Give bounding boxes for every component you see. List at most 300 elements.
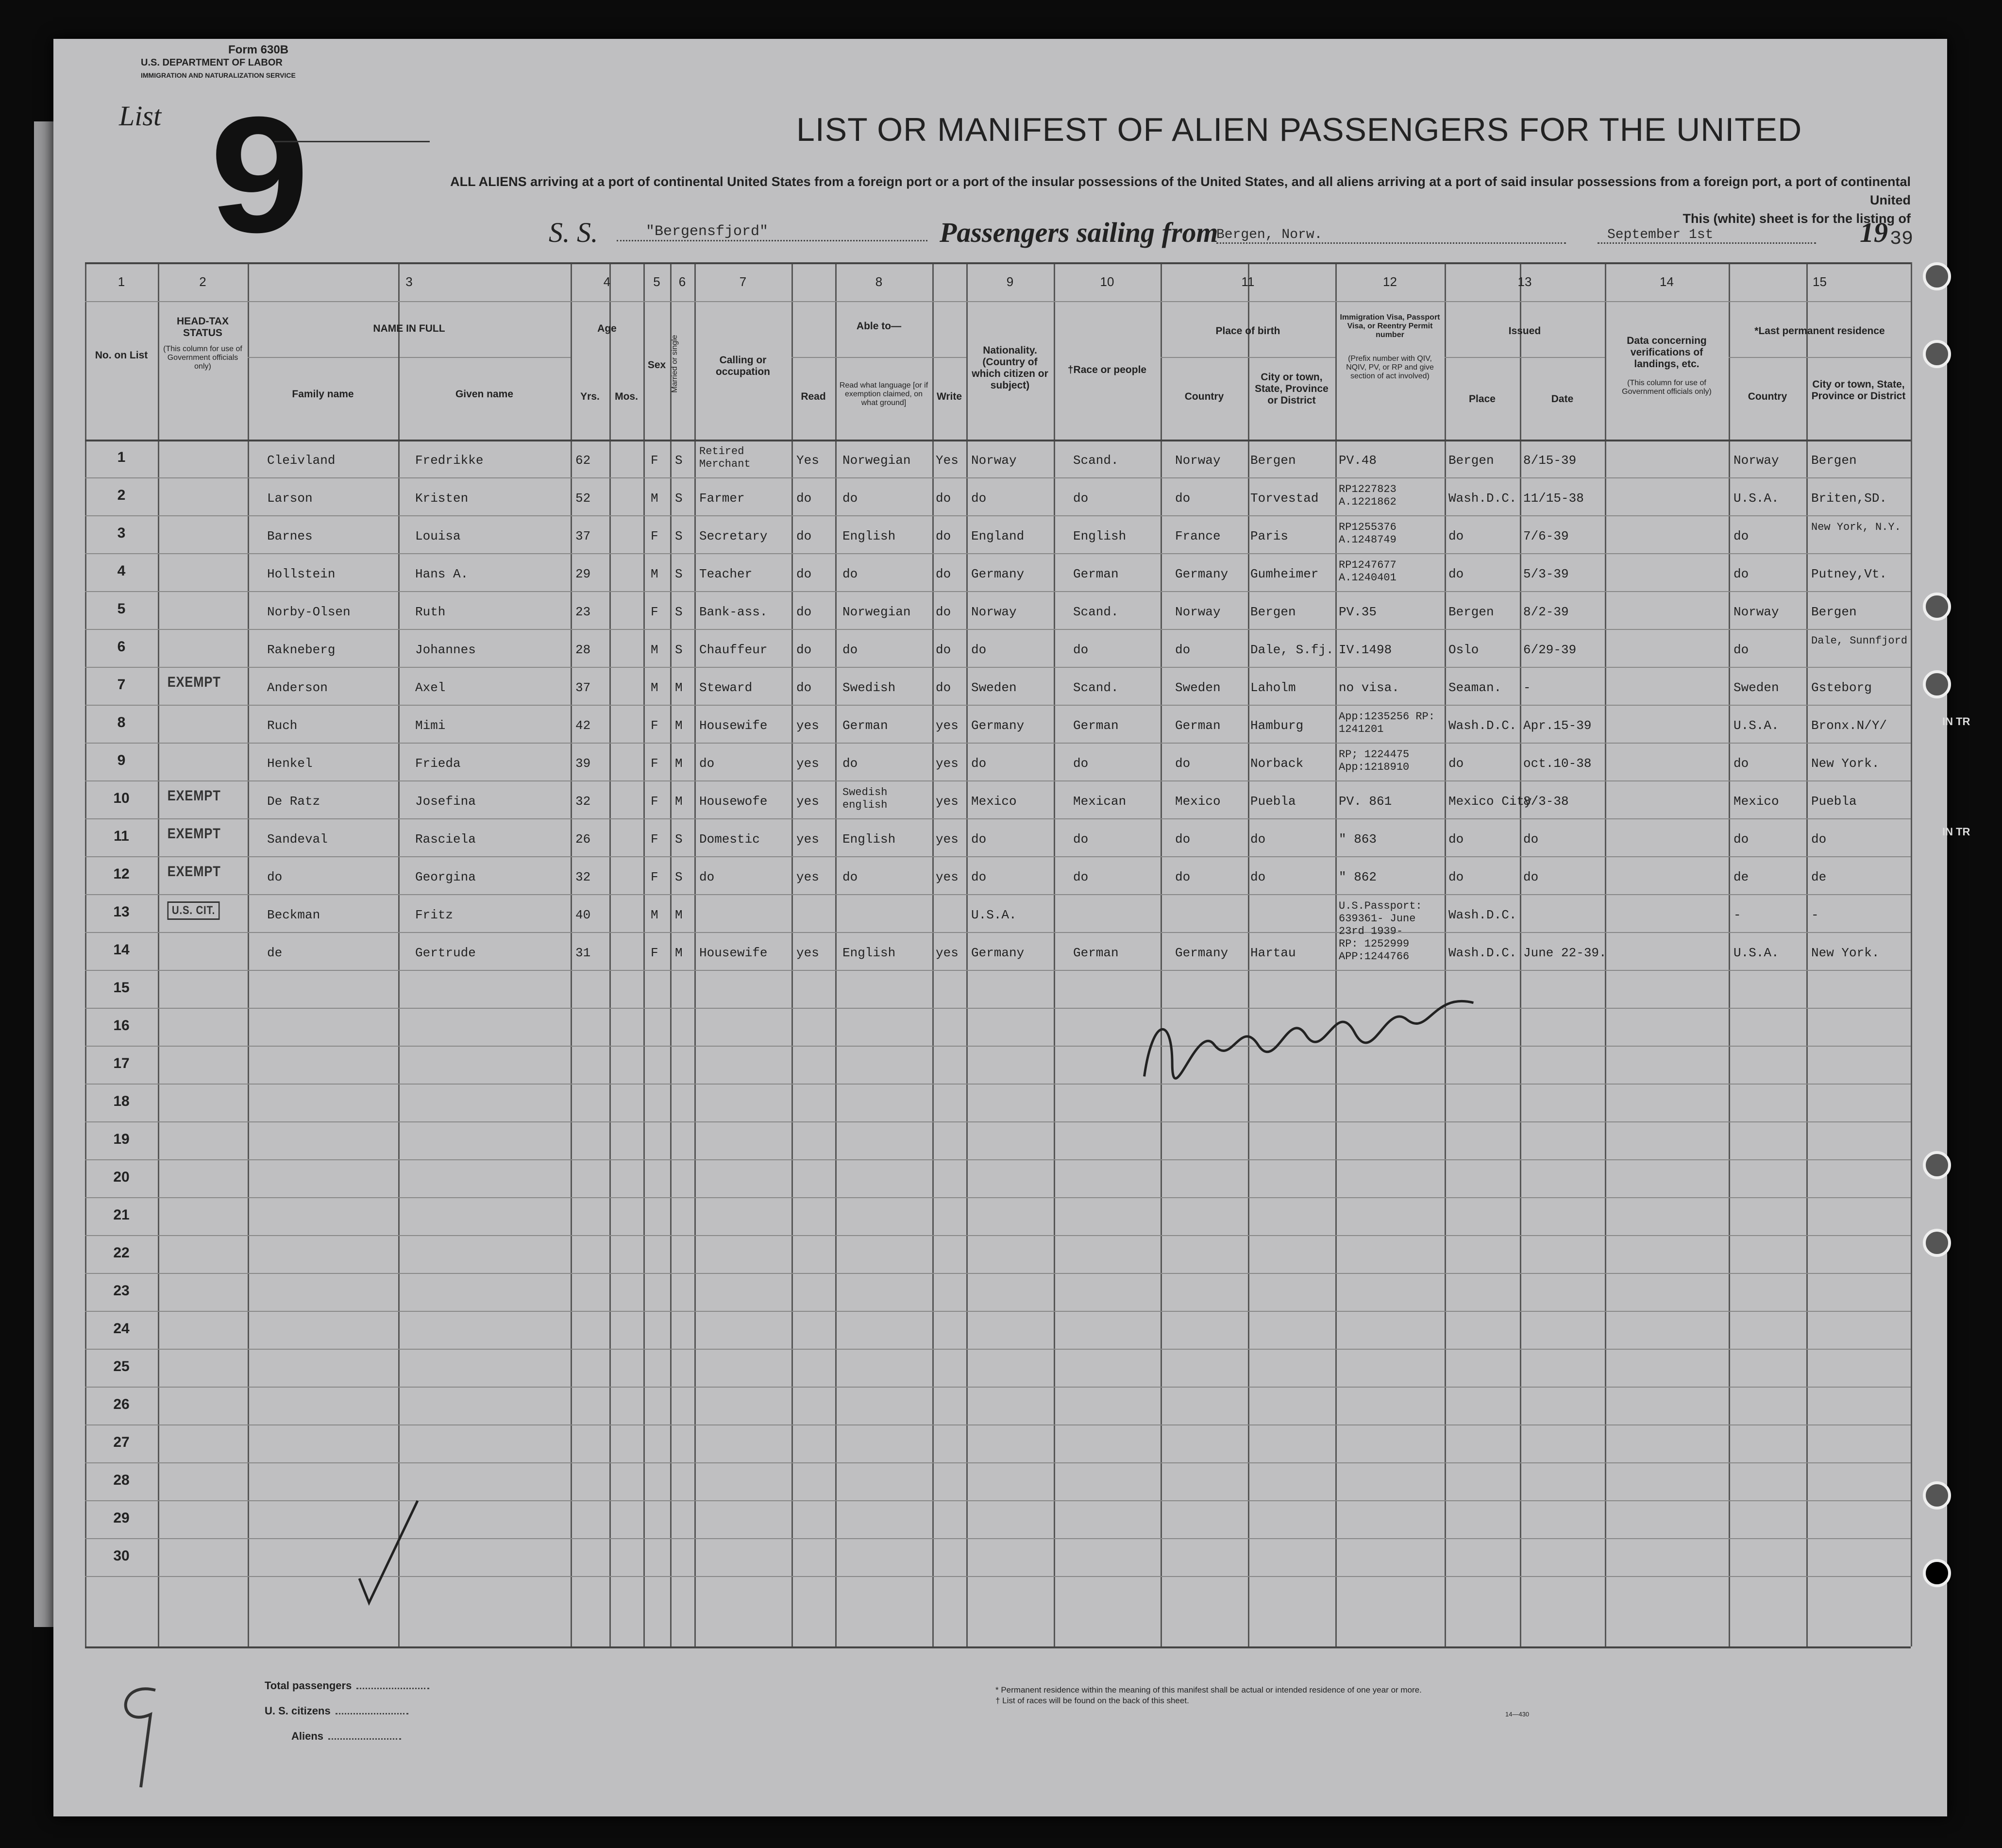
sailing-date: September 1st bbox=[1598, 227, 1816, 244]
race-cell: German bbox=[1073, 567, 1119, 581]
row-number: 11 bbox=[114, 828, 129, 844]
list-underline bbox=[274, 141, 430, 142]
residence-country-cell: Mexico bbox=[1733, 794, 1779, 809]
manifest-table bbox=[85, 262, 1911, 1646]
write-cell: yes bbox=[936, 718, 959, 733]
head-tax-stamp: EXEMPT bbox=[167, 864, 221, 880]
header-read: Read bbox=[801, 391, 826, 402]
visa-cell: App:1235256 RP: 1241201 bbox=[1339, 711, 1435, 735]
married-cell: M bbox=[675, 756, 683, 771]
birth-city-cell: Hamburg bbox=[1250, 718, 1304, 733]
col-divider bbox=[571, 262, 572, 1646]
age-cell: 28 bbox=[575, 643, 591, 657]
row-number: 17 bbox=[113, 1055, 130, 1071]
col-divider bbox=[1335, 262, 1337, 1646]
list-number: 9 bbox=[210, 83, 309, 267]
occupation-cell: Housewife bbox=[699, 718, 768, 733]
birth-country-cell: do bbox=[1175, 491, 1191, 506]
nationality-cell: Germany bbox=[971, 946, 1025, 960]
write-cell: Yes bbox=[936, 453, 959, 468]
sex-cell: M bbox=[651, 643, 658, 657]
sub-divider bbox=[1729, 357, 1911, 358]
header-last-residence: *Last permanent residence bbox=[1754, 325, 1885, 337]
col-divider bbox=[1911, 262, 1912, 1646]
family-name-cell: Cleivland bbox=[267, 453, 336, 468]
header-head-tax: HEAD-TAX STATUS bbox=[177, 316, 229, 339]
age-cell: 62 bbox=[575, 453, 591, 468]
footer-form-code: 14—430 bbox=[1505, 1711, 1530, 1718]
row-number: 29 bbox=[113, 1510, 130, 1526]
family-name-cell: Henkel bbox=[267, 756, 313, 771]
row-number: 8 bbox=[117, 714, 126, 730]
married-cell: S bbox=[675, 605, 683, 619]
given-name-cell: Johannes bbox=[415, 643, 476, 657]
row-divider bbox=[85, 894, 1911, 895]
residence-city-cell: - bbox=[1811, 908, 1819, 922]
sex-cell: F bbox=[651, 756, 658, 771]
col-number: 12 bbox=[1383, 274, 1397, 289]
header-read-language: Read what language [or if exemption claimed, on what ground] bbox=[839, 381, 928, 407]
ss-label: S. S. bbox=[549, 217, 598, 248]
issued-place-cell: do bbox=[1448, 832, 1464, 847]
given-name-cell: Mimi bbox=[415, 718, 446, 733]
header-nationality: Nationality. (Country of which citizen or subject) bbox=[972, 345, 1048, 391]
race-cell: Mexican bbox=[1073, 794, 1127, 809]
issued-place-cell: do bbox=[1448, 756, 1464, 771]
write-cell: yes bbox=[936, 794, 959, 809]
age-cell: 31 bbox=[575, 946, 591, 960]
year-suffix: 39 bbox=[1890, 228, 1914, 250]
occupation-cell: Teacher bbox=[699, 567, 753, 581]
sex-cell: F bbox=[651, 605, 658, 619]
header-given-name: Given name bbox=[455, 389, 514, 400]
language-cell: Norwegian bbox=[842, 605, 911, 619]
head-tax-stamp: EXEMPT bbox=[167, 788, 221, 804]
family-name-cell: Larson bbox=[267, 491, 313, 506]
family-name-cell: Anderson bbox=[267, 680, 328, 695]
col-number: 13 bbox=[1517, 274, 1532, 289]
residence-country-cell: Sweden bbox=[1733, 680, 1779, 695]
header-mos: Mos. bbox=[615, 391, 638, 402]
intro-line-2: This (white) sheet is for the listing of bbox=[1682, 211, 1911, 226]
footer-us-citizens bbox=[265, 1705, 408, 1717]
birth-country-cell: Sweden bbox=[1175, 680, 1221, 695]
family-name-cell: do bbox=[267, 870, 283, 884]
issued-date-cell: 8/3-38 bbox=[1523, 794, 1569, 809]
given-name-cell: Frieda bbox=[415, 756, 461, 771]
header-place-of-birth: Place of birth bbox=[1215, 325, 1280, 337]
col-divider bbox=[670, 262, 672, 1646]
birth-city-cell: do bbox=[1250, 832, 1266, 847]
head-tax-stamp: EXEMPT bbox=[167, 674, 221, 690]
write-cell: yes bbox=[936, 832, 959, 847]
married-cell: M bbox=[675, 680, 683, 695]
language-cell: do bbox=[842, 756, 858, 771]
nationality-cell: Norway bbox=[971, 605, 1017, 619]
married-cell: S bbox=[675, 529, 683, 543]
issued-place-cell: Bergen bbox=[1448, 453, 1494, 468]
col-number: 3 bbox=[405, 274, 413, 289]
visa-cell: " 862 bbox=[1339, 870, 1377, 884]
row-divider bbox=[85, 1008, 1911, 1009]
sub-divider bbox=[1161, 357, 1335, 358]
family-name-cell: de bbox=[267, 946, 283, 960]
sex-cell: F bbox=[651, 718, 658, 733]
col-divider bbox=[1806, 262, 1808, 1646]
row-number: 20 bbox=[113, 1169, 130, 1185]
col-divider bbox=[694, 262, 696, 1646]
visa-cell: RP: 1252999 APP:1244766 bbox=[1339, 938, 1410, 963]
family-name-cell: Hollstein bbox=[267, 567, 336, 581]
residence-country-cell: do bbox=[1733, 832, 1749, 847]
table-top-border bbox=[85, 262, 1911, 264]
col-number: 14 bbox=[1660, 274, 1674, 289]
nationality-cell: do bbox=[971, 832, 987, 847]
language-cell: English bbox=[842, 946, 896, 960]
issued-place-cell: Oslo bbox=[1448, 643, 1479, 657]
issued-place-cell: Wash.D.C. bbox=[1448, 946, 1517, 960]
header-visa: Immigration Visa, Passport Visa, or Reentry Permit number bbox=[1340, 313, 1440, 339]
write-cell: do bbox=[936, 529, 951, 543]
residence-city-cell: Bergen bbox=[1811, 453, 1857, 468]
footnote-residence: * Permanent residence within the meaning of this manifest shall be actual or intended residence of one year or more. bbox=[995, 1685, 1422, 1695]
given-name-cell: Josefina bbox=[415, 794, 476, 809]
age-cell: 40 bbox=[575, 908, 591, 922]
residence-country-cell: Norway bbox=[1733, 453, 1779, 468]
punch-hole bbox=[1923, 1481, 1951, 1509]
row-number: 16 bbox=[113, 1017, 130, 1034]
language-cell: do bbox=[842, 870, 858, 884]
row-number: 13 bbox=[113, 904, 130, 920]
issued-place-cell: Wash.D.C. bbox=[1448, 491, 1517, 506]
issued-date-cell: 7/6-39 bbox=[1523, 529, 1569, 543]
col-divider bbox=[1161, 262, 1162, 1646]
row-number: 3 bbox=[117, 525, 126, 541]
row-number: 28 bbox=[113, 1472, 130, 1488]
row-divider bbox=[85, 1462, 1911, 1463]
write-cell: do bbox=[936, 643, 951, 657]
visa-cell: no visa. bbox=[1339, 680, 1399, 695]
header-issued-place: Place bbox=[1469, 393, 1496, 405]
row-divider bbox=[85, 856, 1911, 857]
col-number: 15 bbox=[1813, 274, 1827, 289]
age-cell: 23 bbox=[575, 605, 591, 619]
nationality-cell: Sweden bbox=[971, 680, 1017, 695]
header-issued-date: Date bbox=[1551, 393, 1574, 405]
birth-city-cell: Torvestad bbox=[1250, 491, 1319, 506]
race-cell: do bbox=[1073, 870, 1089, 884]
birth-country-cell: do bbox=[1175, 832, 1191, 847]
row-number: 9 bbox=[117, 752, 126, 768]
residence-country-cell: do bbox=[1733, 756, 1749, 771]
row-number: 30 bbox=[113, 1548, 130, 1564]
form-number: Form 630B bbox=[228, 43, 289, 56]
birth-country-cell: do bbox=[1175, 756, 1191, 771]
issued-place-cell: do bbox=[1448, 567, 1464, 581]
race-cell: German bbox=[1073, 946, 1119, 960]
col-number: 6 bbox=[678, 274, 686, 289]
write-cell: yes bbox=[936, 870, 959, 884]
given-name-cell: Rasciela bbox=[415, 832, 476, 847]
residence-country-cell: do bbox=[1733, 643, 1749, 657]
row-divider bbox=[85, 1046, 1911, 1047]
read-cell: yes bbox=[796, 832, 819, 847]
visa-cell: PV.35 bbox=[1339, 605, 1377, 619]
col-number: 11 bbox=[1241, 274, 1255, 289]
header-birth-city: City or town, State, Province or District bbox=[1255, 372, 1329, 406]
family-name-cell: Barnes bbox=[267, 529, 313, 543]
issued-date-cell: 11/15-38 bbox=[1523, 491, 1584, 506]
visa-cell: IV.1498 bbox=[1339, 643, 1392, 657]
occupation-cell: Chauffeur bbox=[699, 643, 768, 657]
given-name-cell: Georgina bbox=[415, 870, 476, 884]
footer-total-passengers bbox=[265, 1679, 429, 1692]
given-name-cell: Hans A. bbox=[415, 567, 469, 581]
family-name-cell: Ruch bbox=[267, 718, 298, 733]
header-married: Married or single bbox=[671, 335, 679, 393]
birth-city-cell: Dale, S.fj. bbox=[1250, 643, 1334, 657]
age-cell: 39 bbox=[575, 756, 591, 771]
birth-city-cell: Norback bbox=[1250, 756, 1304, 771]
sex-cell: F bbox=[651, 832, 658, 847]
issued-place-cell: Seaman. bbox=[1448, 680, 1502, 695]
row-number: 10 bbox=[113, 790, 130, 806]
birth-city-cell: Gumheimer bbox=[1250, 567, 1319, 581]
birth-country-cell: Germany bbox=[1175, 567, 1228, 581]
sex-cell: F bbox=[651, 870, 658, 884]
sex-cell: M bbox=[651, 491, 658, 506]
read-cell: do bbox=[796, 491, 812, 506]
row-number: 19 bbox=[113, 1131, 130, 1147]
col-divider bbox=[1729, 262, 1730, 1646]
punch-hole bbox=[1923, 593, 1951, 621]
department-name: U.S. DEPARTMENT OF LABOR bbox=[141, 57, 283, 68]
read-cell: yes bbox=[796, 794, 819, 809]
residence-country-cell: do bbox=[1733, 529, 1749, 543]
residence-city-cell: Putney,Vt. bbox=[1811, 567, 1887, 581]
header-visa-note: (Prefix number with QIV, NQIV, PV, or RP and give section of act involved) bbox=[1346, 355, 1434, 380]
sub-divider bbox=[791, 357, 966, 358]
language-cell: English bbox=[842, 529, 896, 543]
residence-city-cell: Dale, Sunnfjord bbox=[1811, 635, 1908, 647]
row-number: 5 bbox=[117, 601, 126, 617]
header-bottom-border bbox=[85, 440, 1911, 441]
age-cell: 52 bbox=[575, 491, 591, 506]
footnote-races: † List of races will be found on the back of this sheet. bbox=[995, 1696, 1189, 1705]
issued-place-cell: Mexico City bbox=[1448, 794, 1532, 809]
sex-cell: F bbox=[651, 946, 658, 960]
visa-cell: RP; 1224475 App:1218910 bbox=[1339, 748, 1410, 773]
write-cell: do bbox=[936, 491, 951, 506]
married-cell: M bbox=[675, 908, 683, 922]
row-divider bbox=[85, 705, 1911, 706]
language-cell: Swedish bbox=[842, 680, 896, 695]
write-cell: do bbox=[936, 567, 951, 581]
occupation-cell: Farmer bbox=[699, 491, 745, 506]
list-label: List bbox=[119, 100, 162, 132]
header-name-in-full: NAME IN FULL bbox=[373, 323, 445, 334]
header-head-tax-note: (This column for use of Government officials only) bbox=[163, 345, 242, 371]
birth-city-cell: Bergen bbox=[1250, 605, 1296, 619]
race-cell: Scand. bbox=[1073, 605, 1119, 619]
language-cell: Swedish english bbox=[842, 786, 888, 811]
row-number: 15 bbox=[113, 980, 130, 996]
sex-cell: M bbox=[651, 680, 658, 695]
header-verifications: Data concerning verifications of landings, etc. bbox=[1627, 335, 1707, 370]
col-number: 1 bbox=[118, 274, 125, 289]
given-name-cell: Kristen bbox=[415, 491, 469, 506]
row-divider bbox=[85, 1349, 1911, 1350]
issued-date-cell: 8/2-39 bbox=[1523, 605, 1569, 619]
row-divider bbox=[85, 818, 1911, 819]
married-cell: S bbox=[675, 567, 683, 581]
header-race: †Race or people bbox=[1067, 364, 1147, 375]
row-number: 18 bbox=[113, 1093, 130, 1109]
read-cell: yes bbox=[796, 870, 819, 884]
write-cell: do bbox=[936, 605, 951, 619]
punch-hole bbox=[1923, 262, 1951, 290]
margin-note-in-tr-1: IN TR bbox=[1942, 715, 1970, 728]
residence-city-cell: Briten,SD. bbox=[1811, 491, 1887, 506]
col-number: 10 bbox=[1100, 274, 1114, 289]
age-cell: 26 bbox=[575, 832, 591, 847]
col-divider bbox=[1445, 262, 1446, 1646]
nationality-cell: Germany bbox=[971, 567, 1025, 581]
family-name-cell: De Ratz bbox=[267, 794, 320, 809]
visa-cell: " 863 bbox=[1339, 832, 1377, 847]
col-divider bbox=[158, 262, 159, 1646]
residence-city-cell: Puebla bbox=[1811, 794, 1857, 809]
read-cell: do bbox=[796, 643, 812, 657]
header-calling: Calling or occupation bbox=[715, 355, 770, 377]
col-number: 8 bbox=[875, 274, 883, 289]
nationality-cell: do bbox=[971, 491, 987, 506]
col-divider bbox=[398, 262, 400, 1646]
row-divider bbox=[85, 1235, 1911, 1236]
row-number: 14 bbox=[113, 942, 130, 958]
issued-date-cell: oct.10-38 bbox=[1523, 756, 1592, 771]
age-cell: 37 bbox=[575, 529, 591, 543]
language-cell: Norwegian bbox=[842, 453, 911, 468]
given-name-cell: Fredrikke bbox=[415, 453, 484, 468]
punch-hole bbox=[1923, 1151, 1951, 1179]
sex-cell: F bbox=[651, 794, 658, 809]
year-prefix: 19 bbox=[1860, 217, 1888, 248]
family-name-cell: Norby-Olsen bbox=[267, 605, 351, 619]
row-divider bbox=[85, 629, 1911, 630]
header-family-name: Family name bbox=[292, 389, 354, 400]
sex-cell: F bbox=[651, 529, 658, 543]
language-cell: English bbox=[842, 832, 896, 847]
row-number: 12 bbox=[113, 866, 130, 882]
birth-country-cell: German bbox=[1175, 718, 1221, 733]
row-divider bbox=[85, 1159, 1911, 1160]
row-divider bbox=[85, 1424, 1911, 1425]
nationality-cell: Germany bbox=[971, 718, 1025, 733]
write-cell: yes bbox=[936, 756, 959, 771]
residence-city-cell: New York, N.Y. bbox=[1811, 521, 1901, 533]
married-cell: M bbox=[675, 718, 683, 733]
language-cell: do bbox=[842, 491, 858, 506]
read-cell: Yes bbox=[796, 453, 819, 468]
nationality-cell: England bbox=[971, 529, 1025, 543]
header-able-to: Able to— bbox=[856, 321, 902, 332]
given-name-cell: Fritz bbox=[415, 908, 454, 922]
col-number: 9 bbox=[1006, 274, 1014, 289]
given-name-cell: Gertrude bbox=[415, 946, 476, 960]
visa-cell: PV.48 bbox=[1339, 453, 1377, 468]
col-divider bbox=[835, 262, 837, 1646]
form-heading bbox=[141, 44, 296, 82]
visa-cell: U.S.Passport: 639361- June 23rd 1939- bbox=[1339, 900, 1422, 937]
punch-hole bbox=[1923, 340, 1951, 368]
total-passengers-field bbox=[356, 1688, 429, 1689]
residence-country-cell: do bbox=[1733, 567, 1749, 581]
issued-date-cell: 5/3-39 bbox=[1523, 567, 1569, 581]
birth-country-cell: Norway bbox=[1175, 605, 1221, 619]
residence-city-cell: New York. bbox=[1811, 756, 1880, 771]
birth-country-cell: Germany bbox=[1175, 946, 1228, 960]
birth-country-cell: France bbox=[1175, 529, 1221, 543]
row-number: 25 bbox=[113, 1358, 130, 1374]
col-divider bbox=[609, 262, 611, 1646]
issued-place-cell: Wash.D.C. bbox=[1448, 718, 1517, 733]
col-divider bbox=[643, 262, 645, 1646]
language-cell: do bbox=[842, 643, 858, 657]
row-divider bbox=[85, 1197, 1911, 1198]
sex-cell: M bbox=[651, 567, 658, 581]
birth-city-cell: Hartau bbox=[1250, 946, 1296, 960]
row-number: 26 bbox=[113, 1396, 130, 1412]
issued-date-cell: 6/29-39 bbox=[1523, 643, 1577, 657]
page-number-9-handwritten bbox=[107, 1671, 175, 1797]
page-title: LIST OR MANIFEST OF ALIEN PASSENGERS FOR THE UNITED bbox=[796, 111, 1802, 148]
married-cell: S bbox=[675, 870, 683, 884]
row-divider bbox=[85, 1311, 1911, 1312]
issued-date-cell: do bbox=[1523, 832, 1539, 847]
write-cell: yes bbox=[936, 946, 959, 960]
residence-country-cell: - bbox=[1733, 908, 1741, 922]
sex-cell: F bbox=[651, 453, 658, 468]
family-name-cell: Rakneberg bbox=[267, 643, 336, 657]
sub-divider bbox=[248, 357, 571, 358]
header-age: Age bbox=[597, 323, 617, 334]
read-cell: yes bbox=[796, 718, 819, 733]
us-citizens-field bbox=[336, 1713, 408, 1714]
residence-country-cell: de bbox=[1733, 870, 1749, 884]
issued-place-cell: do bbox=[1448, 529, 1464, 543]
visa-cell: PV. 861 bbox=[1339, 794, 1392, 809]
married-cell: M bbox=[675, 946, 683, 960]
punch-hole bbox=[1923, 1559, 1951, 1587]
race-cell: English bbox=[1073, 529, 1127, 543]
col-divider bbox=[966, 262, 968, 1646]
occupation-cell: do bbox=[699, 756, 715, 771]
residence-city-cell: Gsteborg bbox=[1811, 680, 1872, 695]
row-number: 2 bbox=[117, 487, 126, 503]
age-cell: 42 bbox=[575, 718, 591, 733]
tally-mark bbox=[311, 1491, 427, 1617]
birth-country-cell: Mexico bbox=[1175, 794, 1221, 809]
col-number: 5 bbox=[653, 274, 660, 289]
row-number: 27 bbox=[113, 1434, 130, 1450]
family-name-cell: Sandeval bbox=[267, 832, 328, 847]
table-bottom-border bbox=[85, 1646, 1911, 1648]
col-number: 2 bbox=[199, 274, 206, 289]
occupation-cell: Housewife bbox=[699, 946, 768, 960]
col-number: 4 bbox=[603, 274, 611, 289]
occupation-cell: Steward bbox=[699, 680, 753, 695]
